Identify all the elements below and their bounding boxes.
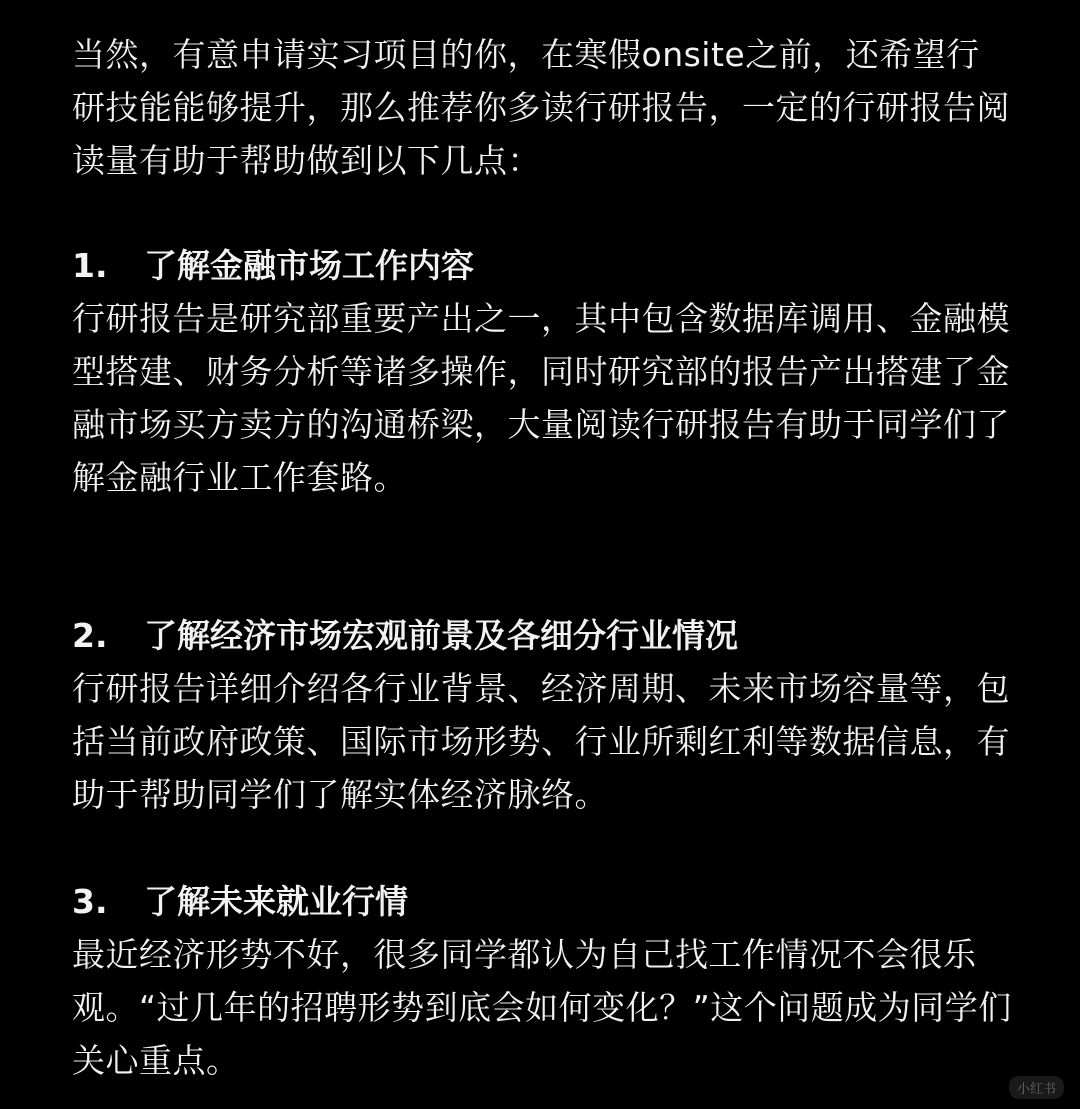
section-heading	[72, 875, 1012, 928]
section-number: 3.	[72, 882, 108, 921]
section-number: 1.	[72, 246, 108, 285]
section-heading	[72, 239, 1012, 292]
section-body: 行研报告详细介绍各行业背景、经济周期、未来市场容量等，包括当前政府政策、国际市场形势、行业所剩红利等数据信息，有助于帮助同学们了解实体经济脉络。	[72, 669, 1010, 814]
section-number: 2.	[72, 616, 108, 655]
spacer	[72, 187, 1012, 239]
section-title: 了解金融市场工作内容	[144, 246, 474, 285]
section-body: 最近经济形势不好，很多同学都认为自己找工作情况不会很乐观。“过几年的招聘形势到底会如何变化？”这个问题成为同学们关心重点。	[72, 935, 1012, 1080]
section-1	[72, 239, 1012, 504]
intro-paragraph: 当然，有意申请实习项目的你，在寒假onsite之前，还希望行研技能能够提升，那么推荐你多读行研报告，一定的行研报告阅读量有助于帮助做到以下几点：	[72, 35, 1010, 180]
spacer	[72, 821, 1012, 875]
section-2	[72, 609, 1012, 821]
section-title: 了解经济市场宏观前景及各细分行业情况	[144, 616, 738, 655]
watermark-logo: 小红书	[1009, 1076, 1064, 1099]
section-heading	[72, 609, 1012, 662]
article	[72, 28, 1012, 1087]
section-title: 了解未来就业行情	[144, 882, 408, 921]
section-body: 行研报告是研究部重要产出之一，其中包含数据库调用、金融模型搭建、财务分析等诸多操作，同时研究部的报告产出搭建了金融市场买方卖方的沟通桥梁，大量阅读行研报告有助于同学们了解金融行业工作套路。	[72, 299, 1010, 497]
section-3	[72, 875, 1012, 1087]
spacer	[72, 504, 1012, 609]
